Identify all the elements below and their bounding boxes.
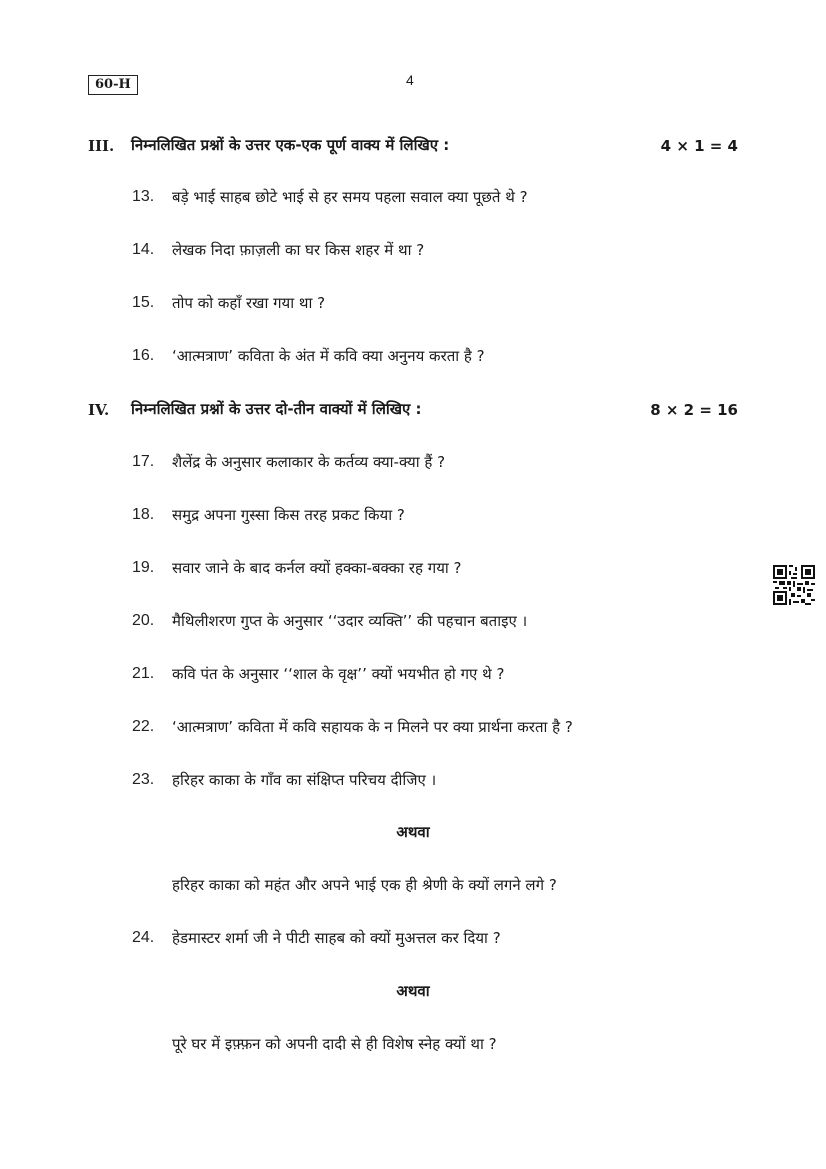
question-number: 23.	[132, 771, 155, 788]
or-label: अथवा	[396, 982, 430, 1000]
question-number: 24.	[132, 929, 155, 946]
question-text: कवि पंत के अनुसार ‘‘शाल के वृक्ष’’ क्यों भयभीत हो गए थे ?	[172, 665, 505, 683]
question-text: लेखक निदा फ़ाज़ली का घर किस शहर में था ?	[172, 241, 425, 259]
paper-code: 60-H	[88, 75, 138, 95]
section-4-instruction: निम्नलिखित प्रश्नों के उत्तर दो-तीन वाक्यों में लिखिए :	[131, 400, 422, 418]
question-number: 19.	[132, 559, 155, 576]
alternative-question-text: पूरे घर में इफ़्फ़न को अपनी दादी से ही विशेष स्नेह क्यों था ?	[172, 1035, 497, 1053]
question-number: 17.	[132, 453, 155, 470]
section-3-marks: 4 × 1 = 4	[660, 137, 738, 155]
alternative-question-text: हरिहर काका को महंत और अपने भाई एक ही श्रेणी के क्यों लगने लगे ?	[172, 876, 557, 894]
question-number: 14.	[132, 241, 155, 258]
question-number: 21.	[132, 665, 155, 682]
section-4-marks: 8 × 2 = 16	[650, 401, 738, 419]
question-text: बड़े भाई साहब छोटे भाई से हर समय पहला सवाल क्या पूछते थे ?	[172, 188, 528, 206]
question-text: सवार जाने के बाद कर्नल क्यों हक्का-बक्का रह गया ?	[172, 559, 462, 577]
question-number: 22.	[132, 718, 155, 735]
question-text: ‘आत्मत्राण’ कविता के अंत में कवि क्या अनुनय करता है ?	[172, 347, 485, 365]
question-number: 16.	[132, 347, 155, 364]
question-text: मैथिलीशरण गुप्त के अनुसार ‘‘उदार व्यक्ति’’ की पहचान बताइए ।	[172, 612, 528, 630]
question-number: 15.	[132, 294, 155, 311]
question-text: हेडमास्टर शर्मा जी ने पीटी साहब को क्यों मुअत्तल कर दिया ?	[172, 929, 501, 947]
question-text: ‘आत्मत्राण’ कविता में कवि सहायक के न मिलने पर क्या प्रार्थना करता है ?	[172, 718, 573, 736]
section-3-instruction: निम्नलिखित प्रश्नों के उत्तर एक-एक पूर्ण वाक्य में लिखिए :	[131, 136, 450, 154]
section-3-roman: III.	[88, 137, 115, 155]
question-number: 20.	[132, 612, 155, 629]
section-4-roman: IV.	[88, 401, 110, 419]
question-text: शैलेंद्र के अनुसार कलाकार के कर्तव्य क्या-क्या हैं ?	[172, 453, 446, 471]
qr-code-icon	[773, 565, 815, 605]
question-number: 18.	[132, 506, 155, 523]
question-text: हरिहर काका के गाँव का संक्षिप्त परिचय दीजिए ।	[172, 771, 437, 789]
page-number: 4	[406, 72, 414, 88]
or-label: अथवा	[396, 823, 430, 841]
question-text: समुद्र अपना गुस्सा किस तरह प्रकट किया ?	[172, 506, 405, 524]
question-number: 13.	[132, 188, 155, 205]
question-text: तोप को कहाँ रखा गया था ?	[172, 294, 326, 312]
